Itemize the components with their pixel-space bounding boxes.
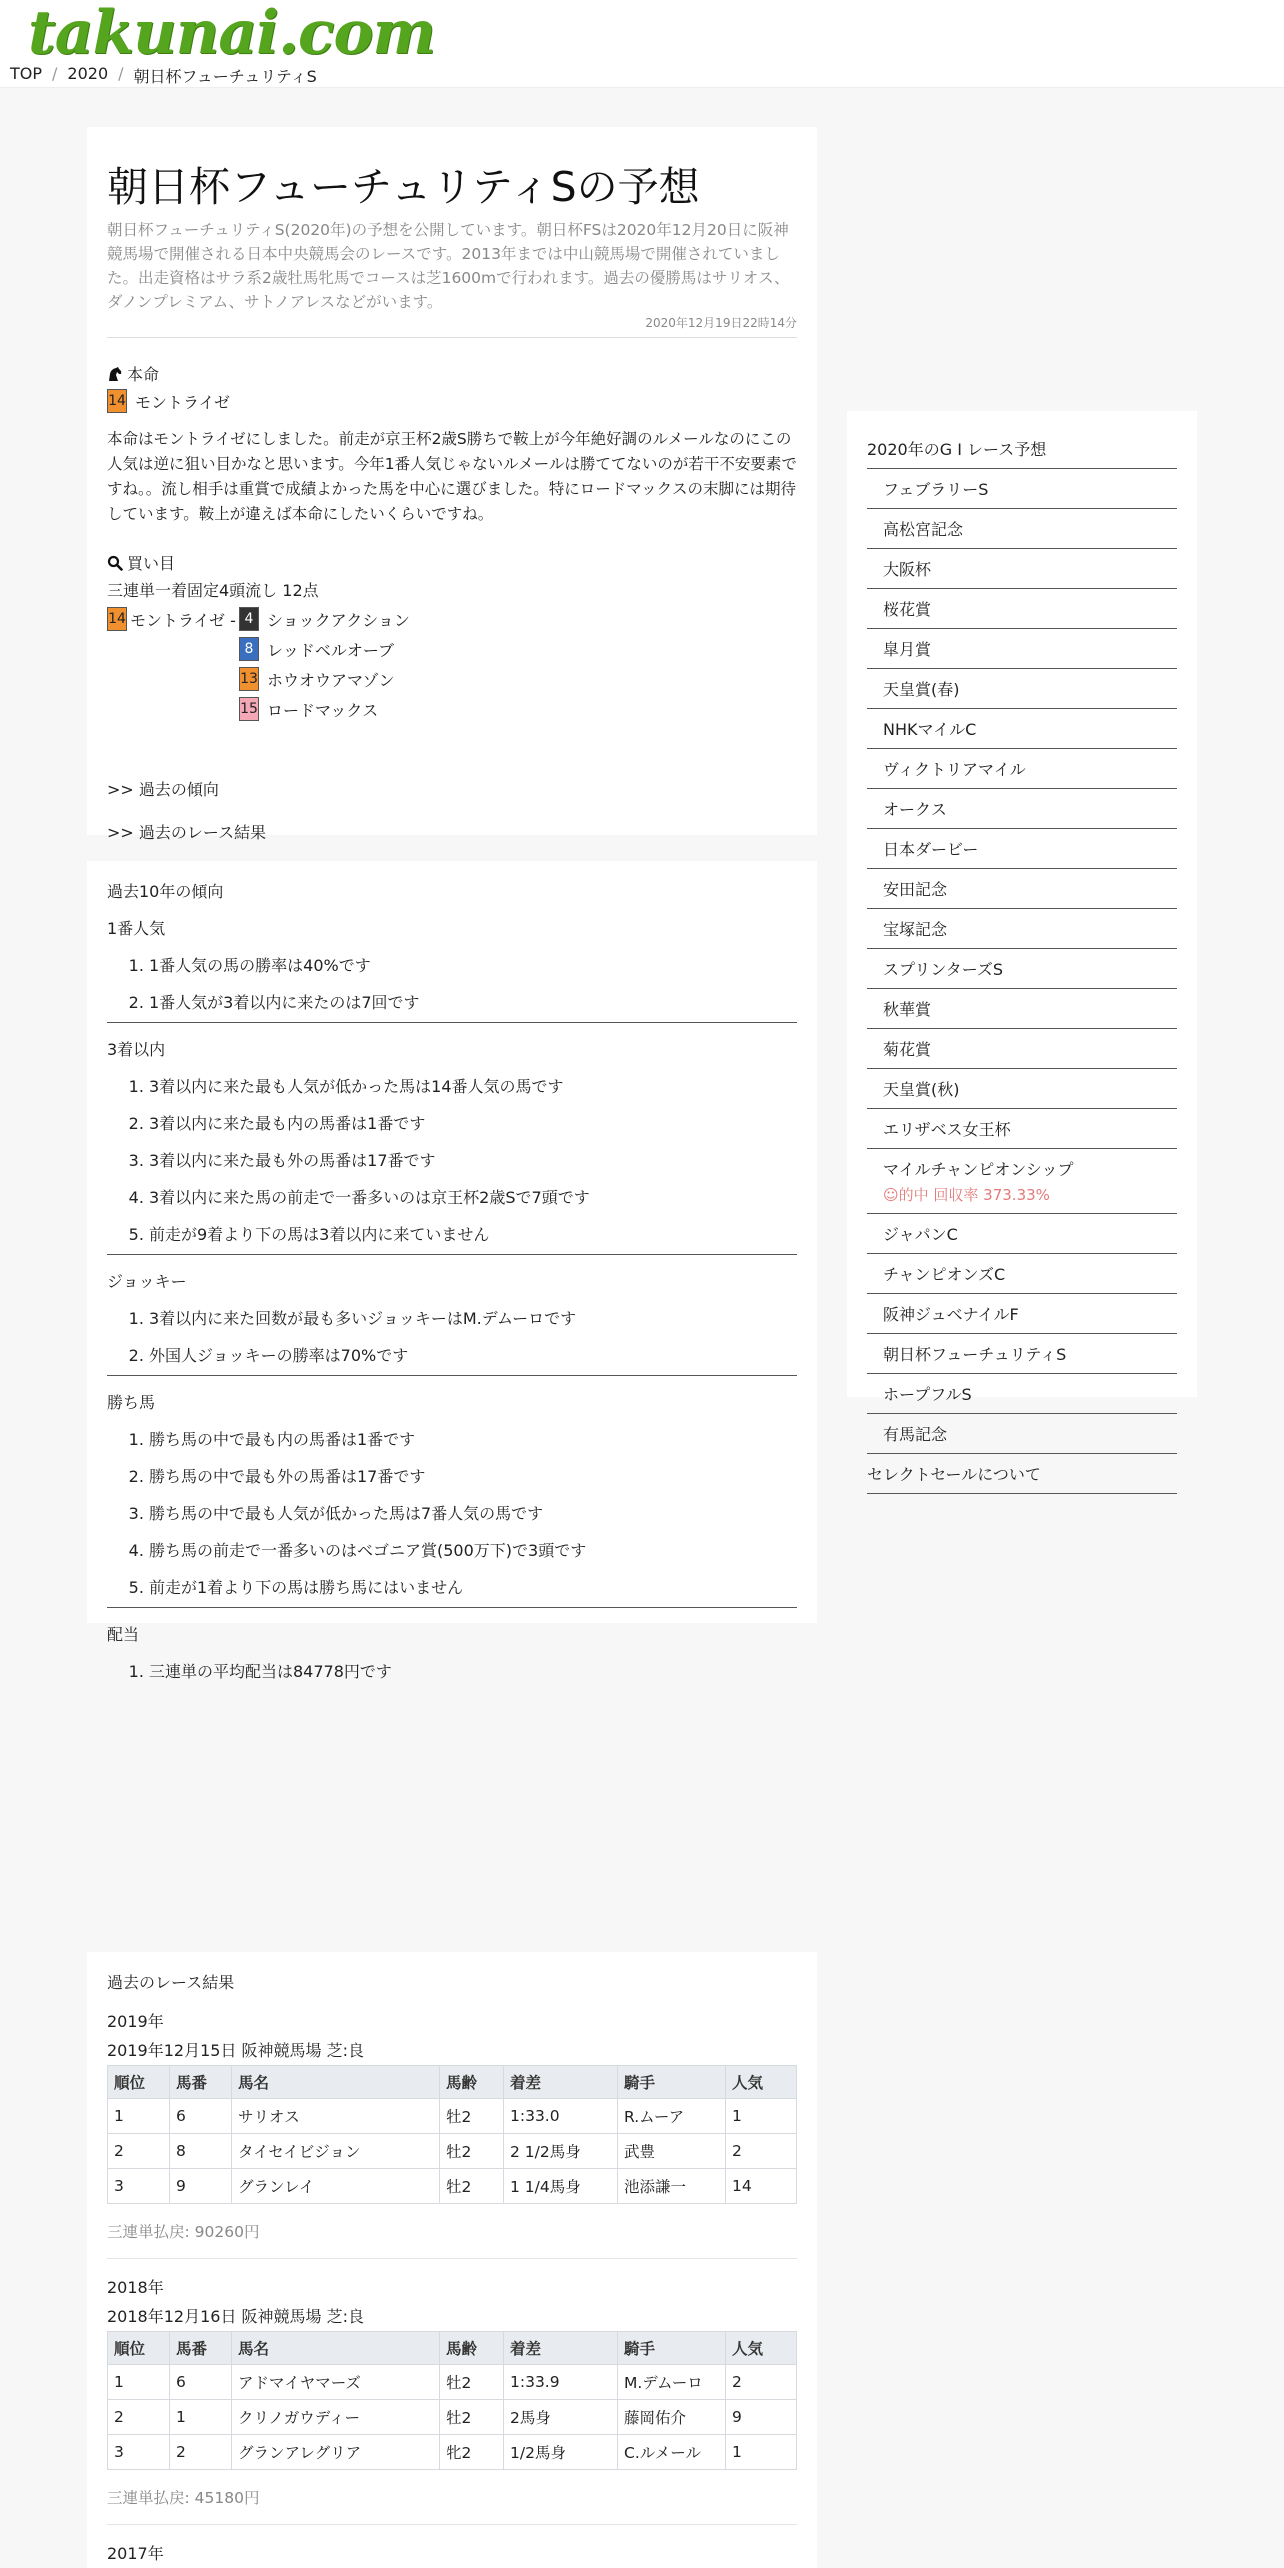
- result-table: [107, 2065, 797, 2204]
- bet-first-horse: [107, 607, 236, 631]
- cell: 2 1/2馬身: [504, 2134, 618, 2169]
- prediction-card: [87, 127, 817, 843]
- result-table: [107, 2331, 797, 2470]
- trend-item: 1. 1番人気の馬の勝率は40%です: [149, 953, 797, 976]
- opponent-name: ホウオウアマゾン: [267, 670, 395, 690]
- sidebar-item[interactable]: エリザベス女王杯: [867, 1109, 1177, 1149]
- trend-item: 2. 外国人ジョッキーの勝率は70%です: [149, 1343, 797, 1366]
- sidebar-item-mile-cs[interactable]: [867, 1149, 1177, 1214]
- column-header: 馬番: [170, 2332, 232, 2365]
- trend-group: [107, 916, 797, 1023]
- column-header: 順位: [108, 2332, 170, 2365]
- column-header: 騎手: [618, 2066, 726, 2099]
- cell: 牡2: [440, 2365, 504, 2400]
- bet-opponent: [239, 637, 394, 661]
- cell: 1: [726, 2435, 797, 2470]
- cell: サリオス: [232, 2099, 440, 2134]
- column-header: 馬齢: [440, 2332, 504, 2365]
- cell: 牡2: [440, 2099, 504, 2134]
- cell: アドマイヤマーズ: [232, 2365, 440, 2400]
- sidebar-item[interactable]: ジャパンC: [867, 1214, 1177, 1254]
- past-results-link[interactable]: >> 過去のレース結果: [107, 823, 267, 843]
- sidebar-item[interactable]: ヴィクトリアマイル: [867, 749, 1177, 789]
- cell: 1 1/4馬身: [504, 2169, 618, 2204]
- sidebar-item[interactable]: ホープフルS: [867, 1374, 1177, 1414]
- results-link-line: [107, 820, 797, 843]
- opponent-name: レッドベルオーブ: [267, 640, 395, 660]
- cell: 1: [108, 2365, 170, 2400]
- column-header: 馬名: [232, 2332, 440, 2365]
- trifecta-payout: 三連単払戻: 90260円: [107, 2220, 797, 2259]
- sidebar-item[interactable]: 皐月賞: [867, 629, 1177, 669]
- sidebar-item[interactable]: 阪神ジュベナイルF: [867, 1294, 1177, 1334]
- cell: C.ルメール: [618, 2435, 726, 2470]
- divider: [107, 1375, 797, 1376]
- sidebar-item[interactable]: 桜花賞: [867, 589, 1177, 629]
- results-title: 過去のレース結果: [107, 1973, 235, 1992]
- trend-item: 2. 3着以内に来た最も内の馬番は1番です: [149, 1111, 797, 1134]
- select-sale-link[interactable]: セレクトセールについて: [867, 1454, 1177, 1494]
- horse-number-badge: 14: [107, 389, 127, 413]
- cell: 牝2: [440, 2435, 504, 2470]
- cell: 6: [170, 2365, 232, 2400]
- cell: 2: [726, 2365, 797, 2400]
- trifecta-payout: 三連単払戻: 45180円: [107, 2486, 797, 2525]
- trend-group-title: 3着以内: [107, 1040, 166, 1059]
- opponent-name: ショックアクション: [267, 610, 410, 630]
- column-header: 騎手: [618, 2332, 726, 2365]
- cell: M.デムーロ: [618, 2365, 726, 2400]
- sidebar-item[interactable]: NHKマイルC: [867, 709, 1177, 749]
- trend-item: 2. 勝ち馬の中で最も外の馬番は17番です: [149, 1464, 797, 1487]
- cell: 9: [726, 2400, 797, 2435]
- bet-opponent: [239, 667, 395, 691]
- cell: グランアレグリア: [232, 2435, 440, 2470]
- column-header: 着差: [504, 2332, 618, 2365]
- trend-group: [107, 1622, 797, 1682]
- sidebar-item[interactable]: チャンピオンズC: [867, 1254, 1177, 1294]
- trend-group-title: 勝ち馬: [107, 1393, 156, 1412]
- divider: [107, 1607, 797, 1608]
- site-header: [0, 0, 1284, 88]
- divider: [107, 1022, 797, 1023]
- sidebar-item[interactable]: 大阪杯: [867, 549, 1177, 589]
- table-row: [108, 2169, 797, 2204]
- past-trend-link[interactable]: >> 過去の傾向: [107, 780, 219, 800]
- breadcrumb-separator: /: [118, 64, 124, 83]
- horse-icon: [107, 366, 123, 382]
- table-row: [108, 2099, 797, 2134]
- horse-number-badge: 4: [239, 607, 259, 631]
- cell: 武豊: [618, 2134, 726, 2169]
- cell: 2: [170, 2435, 232, 2470]
- cell: 3: [108, 2435, 170, 2470]
- sidebar-item[interactable]: 天皇賞(秋): [867, 1069, 1177, 1109]
- trend-link-line: [107, 777, 797, 800]
- opponent-name: ロードマックス: [267, 700, 379, 720]
- cell: 9: [170, 2169, 232, 2204]
- trend-item: 4. 勝ち馬の前走で一番多いのはベゴニア賞(500万下)で3頭です: [149, 1538, 797, 1561]
- cell: 牡2: [440, 2134, 504, 2169]
- publish-date: 2020年12月19日22時14分: [107, 314, 797, 338]
- sidebar-item-label: マイルチャンピオンシップ: [883, 1160, 1074, 1179]
- horse-number-badge: 14: [107, 607, 127, 631]
- divider: [107, 1254, 797, 1255]
- table-row: [108, 2400, 797, 2435]
- result-year: 2018年: [107, 2278, 164, 2297]
- honmei-horse-name: モントライゼ: [135, 392, 231, 412]
- cell: タイセイビジョン: [232, 2134, 440, 2169]
- horse-number-badge: 15: [239, 697, 259, 721]
- trends-title: 過去10年の傾向: [107, 882, 224, 901]
- sidebar-item[interactable]: フェブラリーS: [867, 469, 1177, 509]
- trend-item: 1. 3着以内に来た最も人気が低かった馬は14番人気の馬です: [149, 1074, 797, 1097]
- sidebar-title: 2020年のG I レース予想: [867, 429, 1177, 469]
- bet-heading: [107, 551, 797, 574]
- cell: 牡2: [440, 2400, 504, 2435]
- cell: 3: [108, 2169, 170, 2204]
- trend-item: 5. 前走が1着より下の馬は勝ち馬にはいません: [149, 1575, 797, 1598]
- trend-group: [107, 1037, 797, 1255]
- cell: 池添謙一: [618, 2169, 726, 2204]
- trend-group: [107, 1390, 797, 1608]
- cell: 1: [726, 2099, 797, 2134]
- trend-group-title: ジョッキー: [107, 1272, 187, 1291]
- trend-item: 3. 勝ち馬の中で最も人気が低かった馬は7番人気の馬です: [149, 1501, 797, 1524]
- prediction-comment: 本命はモントライゼにしました。前走が京王杯2歳S勝ちで鞍上が今年絶好調のルメールなのにこの人気は逆に狙い目かなと思います。今年1番人気じゃないルメールは勝ててないのが若干不安要素ですね。。流し相手は重賞で成績よかった馬を中心に選びました。特にロードマックスの末脚には期待しています。鞍上が違えば本命にしたいくらいですね。: [107, 430, 797, 524]
- trend-item: 5. 前走が9着より下の馬は3着以内に来ていません: [149, 1222, 797, 1245]
- horse-number-badge: 8: [239, 637, 259, 661]
- honmei-pick: [107, 389, 797, 413]
- horse-number-badge: 13: [239, 667, 259, 691]
- cell: グランレイ: [232, 2169, 440, 2204]
- cell: 2馬身: [504, 2400, 618, 2435]
- cell: 1:33.9: [504, 2365, 618, 2400]
- cell: 1:33.0: [504, 2099, 618, 2134]
- trend-item: 1. 勝ち馬の中で最も内の馬番は1番です: [149, 1427, 797, 1450]
- cell: 8: [170, 2134, 232, 2169]
- cell: 1/2馬身: [504, 2435, 618, 2470]
- table-row: [108, 2435, 797, 2470]
- cell: クリノガウディー: [232, 2400, 440, 2435]
- breadcrumb-year[interactable]: 2020: [67, 64, 109, 83]
- column-header: 馬齢: [440, 2066, 504, 2099]
- result-year: 2019年: [107, 2012, 164, 2031]
- bet-combination: [107, 607, 797, 727]
- sidebar-item[interactable]: 朝日杯フューチュリティS: [867, 1334, 1177, 1374]
- sidebar-item[interactable]: 日本ダービー: [867, 829, 1177, 869]
- trend-item: 1. 三連単の平均配当は84778円です: [149, 1659, 797, 1682]
- cell: 1: [108, 2099, 170, 2134]
- breadcrumb-separator: /: [52, 64, 58, 83]
- sidebar-race-list: [867, 469, 1177, 1494]
- bet-label: 買い目: [127, 554, 176, 574]
- table-header-row: [108, 2066, 797, 2099]
- result-year-block: [107, 2009, 797, 2259]
- search-icon: [107, 555, 123, 571]
- result-year: 2017年: [107, 2544, 164, 2563]
- trend-item: 1. 3着以内に来た回数が最も多いジョッキーはM.デムーロです: [149, 1306, 797, 1329]
- sidebar: [847, 411, 1197, 1484]
- table-header-row: [108, 2332, 797, 2365]
- sidebar-item[interactable]: 宝塚記念: [867, 909, 1177, 949]
- cell: 2: [108, 2134, 170, 2169]
- breadcrumb-top[interactable]: TOP: [10, 64, 43, 83]
- column-header: 着差: [504, 2066, 618, 2099]
- sidebar-item[interactable]: 天皇賞(春): [867, 669, 1177, 709]
- trend-group-title: 1番人気: [107, 919, 166, 938]
- sidebar-item[interactable]: 有馬記念: [867, 1414, 1177, 1454]
- bet-opponent: [239, 697, 378, 721]
- table-row: [108, 2134, 797, 2169]
- site-logo[interactable]: takunai.com: [28, 0, 436, 68]
- trend-item: 4. 3着以内に来た馬の前走で一番多いのは京王杯2歳Sで7頭です: [149, 1185, 797, 1208]
- honmei-heading: [107, 362, 797, 385]
- results-card: [87, 1952, 817, 2568]
- sidebar-item[interactable]: 菊花賞: [867, 1029, 1177, 1069]
- race-description: 朝日杯フューチュリティS(2020年)の予想を公開しています。朝日杯FSは2020年12月20日に阪神競馬場で開催される日本中央競馬会のレースです。2013年までは中山競馬場で開催されていました。出走資格はサラ系2歳牡馬牝馬でコースは芝1600mで行われます。過去の優勝馬はサリオス、ダノンプレミアム、サトノアレスなどがいます。: [107, 221, 790, 312]
- sidebar-item[interactable]: オークス: [867, 789, 1177, 829]
- result-year-block: [107, 2275, 797, 2525]
- cell: 1: [170, 2400, 232, 2435]
- breadcrumb: [10, 64, 317, 87]
- cell: 14: [726, 2169, 797, 2204]
- sidebar-item[interactable]: 秋華賞: [867, 989, 1177, 1029]
- cell: 藤岡佑介: [618, 2400, 726, 2435]
- hit-badge: ☺的中 回収率 373.33%: [883, 1186, 1050, 1204]
- trend-item: 3. 3着以内に来た最も外の馬番は17番です: [149, 1148, 797, 1171]
- cell: R.ムーア: [618, 2099, 726, 2134]
- bet-type: 三連単一着固定4頭流し 12点: [107, 581, 319, 601]
- trend-group-title: 配当: [107, 1625, 140, 1644]
- cell: 2: [108, 2400, 170, 2435]
- trend-item: 2. 1番人気が3着以内に来たのは7回です: [149, 990, 797, 1013]
- trend-group: [107, 1269, 797, 1376]
- race-info: 2019年12月15日 阪神競馬場 芝:良: [107, 2041, 365, 2060]
- column-header: 馬番: [170, 2066, 232, 2099]
- column-header: 馬名: [232, 2066, 440, 2099]
- cell: 牡2: [440, 2169, 504, 2204]
- sidebar-item[interactable]: 安田記念: [867, 869, 1177, 909]
- sidebar-item[interactable]: スプリンターズS: [867, 949, 1177, 989]
- table-row: [108, 2365, 797, 2400]
- cell: 6: [170, 2099, 232, 2134]
- column-header: 人気: [726, 2332, 797, 2365]
- bet-first-name: モントライゼ -: [130, 610, 236, 630]
- bet-opponent: [239, 607, 410, 631]
- column-header: 順位: [108, 2066, 170, 2099]
- sidebar-item[interactable]: 高松宮記念: [867, 509, 1177, 549]
- page-title: 朝日杯フューチュリティSの予想: [107, 163, 700, 211]
- honmei-label: 本命: [127, 365, 160, 385]
- cell: 2: [726, 2134, 797, 2169]
- breadcrumb-current: 朝日杯フューチュリティS: [133, 67, 317, 86]
- race-info: 2018年12月16日 阪神競馬場 芝:良: [107, 2307, 365, 2326]
- column-header: 人気: [726, 2066, 797, 2099]
- trends-card: [87, 861, 817, 1681]
